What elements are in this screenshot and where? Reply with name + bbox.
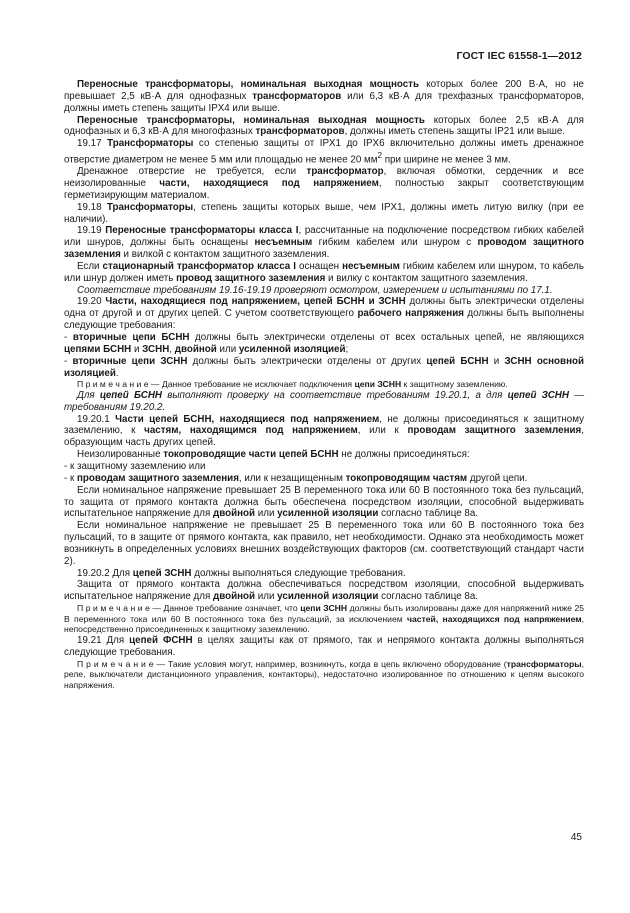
note-paragraph: П р и м е ч а н и е — Данное требование не исключает подключения цепи ЗСНН к защитному заземлению. (77, 379, 508, 390)
body-paragraph: Переносные трансформаторы, номинальная выходная мощность которых более 200 В·А, но не превышает 2,5 кВ·А для однофазных трансформаторов или 6,3 кВ·А для трехфазных трансформаторов, должны иметь степень защиты IPX4 или выше. (64, 79, 585, 114)
body-paragraph: Неизолированные токопроводящие части цепей БСНН не должны присоединяться: (77, 449, 470, 461)
body-paragraph: 19.20.1 Части цепей БСНН, находящиеся под напряжением, не должны присоединяться к защитному заземлению, к частям, находящимся под напряжением, или к проводам защитного заземления, образующим часть других цепей. (64, 413, 584, 449)
body-paragraph: 19.18 Трансформаторы, степень защиты которых выше, чем IPX1, должны иметь литую вилку (при ее наличии). (64, 201, 584, 225)
body-paragraph: 19.20.2 Для цепей ЗСНН должны выполняться следующие требования. (77, 567, 406, 579)
page-number: 45 (570, 832, 582, 843)
body-paragraph: Соответствие требованиям 19.16-19.19 проверяют осмотром, измерением и испытаниями по 17.1. (77, 284, 553, 296)
body-paragraph: 19.19 Переносные трансформаторы класса I, рассчитанные на подключение посредством гибких кабелей или шнуров, должны быть оснащены несъемным гибким кабелем или шнуром с проводом защитного заземления и вилкой с контактом защитного заземления. (64, 225, 584, 261)
document-body (64, 79, 584, 690)
body-paragraph: Дренажное отверстие не требуется, если трансформатор, включая обмотки, сердечник и все неизолированные части, находящиеся под напряжением, полностью закрыт соответствующим герметизирующим материалом. (64, 166, 585, 201)
standard-header: ГОСТ IEC 61558-1—2012 (456, 50, 582, 62)
note-paragraph: П р и м е ч а н и е — Такие условия могут, например, возникнуть, когда в цепь включено оборудование (трансформаторы, реле, выключатели дистанционного управления, контакторы), недостаточно изолированное по отношению к цепям высокого напряжения. (64, 658, 584, 690)
body-paragraph: 19.21 Для цепей ФСНН в целях защиты как от прямого, так и непрямого контакта должны выполняться следующие требования. (64, 634, 584, 658)
body-paragraph: Если номинальное напряжение не превышает 25 В переменного тока или 60 В постоянного тока без пульсаций, то в защите от прямого контакта, как правило, нет необходимости. Однако эта необходимость может возникнуть в определенных условиях внешних воздействующих факторов (см. соответствующий стандарт части 2). (64, 520, 584, 567)
body-paragraph: - вторичные цепи БСНН должны быть электрически отделены от всех остальных цепей, не являющихся цепями БСНН и ЗСНН, двойной или усиленной изоляцией; (64, 331, 584, 355)
body-paragraph: 19.17 Трансформаторы со степенью защиты от IPX1 до IPX6 включительно должны иметь дренажное отверстие диаметром не менее 5 мм или площадью не менее 20 $мм^2$ при ширине не менее 3 мм. (64, 138, 584, 166)
body-paragraph: Если стационарный трансформатор класса I оснащен несъемным гибким кабелем или шнуром, то кабель или шнур должен иметь провод защитного заземления и вилку с контактом защитного заземления. (64, 260, 585, 284)
body-paragraph: Защита от прямого контакта должна обеспечиваться посредством изоляции, способной выдерживать испытательное напряжение для двойной или усиленной изоляции согласно таблице 8а. (64, 579, 584, 603)
body-paragraph: Для цепей БСНН выполняют проверку на соответствие требованиям 19.20.1, а для цепей ЗСНН — требованиям 19.20.2. (64, 389, 584, 413)
note-paragraph: П р и м е ч а н и е — Данное требование означает, что цепи ЗСНН должны быть изолированы даже для напряжений ниже 25 В переменного тока или 60 В постоянного тока без пульсаций, за исключением частей, находящихся под напряжением, непосредственно присоединенных к защитному заземлению. (64, 603, 584, 635)
body-paragraph: - вторичные цепи ЗСНН должны быть электрически отделены от других цепей БСНН и ЗСНН основной изоляцией. (64, 355, 584, 379)
body-paragraph: - к проводам защитного заземления, или к незащищенным токопроводящим частям другой цепи. (64, 472, 528, 484)
body-paragraph: 19.20 Части, находящиеся под напряжением, цепей БСНН и ЗСНН должны быть электрически отделены одна от другой и от других цепей. С учетом соответствующего рабочего напряжения должны быть выполнены следующие требования: (64, 296, 584, 332)
body-paragraph: - к защитному заземлению или (64, 461, 206, 473)
body-paragraph: Если номинальное напряжение превышает 25 В переменного тока или 60 В постоянного тока без пульсаций, то защита от прямого контакта должна быть обеспечена посредством изоляции, способной выдерживать испытательное напряжение для двойной или усиленной изоляции согласно таблице 8а. (64, 484, 584, 520)
body-paragraph: Переносные трансформаторы, номинальная выходная мощность которых более 2,5 кВ·А для однофазных и 6,3 кВ·А для многофазных трансформаторов, должны иметь степень защиты IP21 или выше. (64, 114, 584, 138)
